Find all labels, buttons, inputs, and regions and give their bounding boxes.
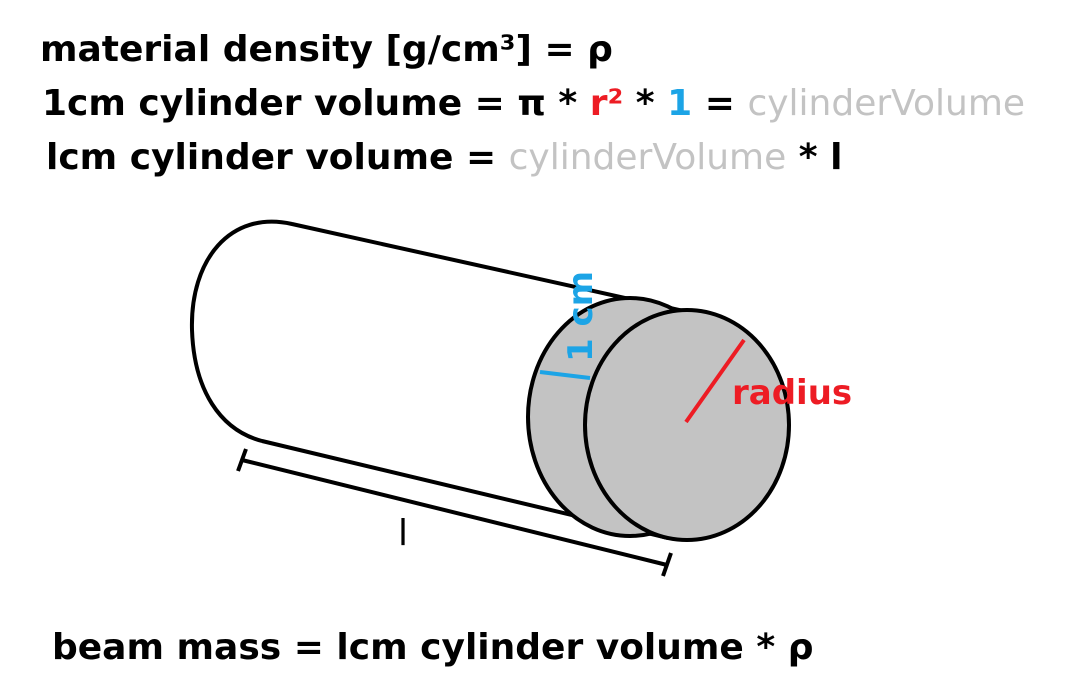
radius-label: radius [732, 373, 853, 413]
l-cm-volume-prefix: lcm cylinder volume = [46, 137, 509, 178]
beam-mass-text: beam mass = lcm cylinder volume * ρ [52, 627, 814, 668]
times-operator: * [623, 83, 668, 124]
r-squared-term: r² [589, 83, 624, 124]
density-equation-text: material density [g/cm³] = ρ [40, 29, 613, 70]
equals-operator: = [692, 83, 748, 124]
one-cm-volume-prefix: 1cm cylinder volume = π * [42, 83, 590, 124]
cylinder-volume-variable: cylinderVolume [508, 137, 787, 178]
one-cm-label: 1 cm [561, 270, 601, 362]
one-term: 1 [667, 83, 693, 124]
length-label: l [398, 513, 409, 554]
l-cm-volume-suffix: * l [786, 137, 843, 178]
cylinder-end-face [585, 310, 789, 540]
cylinder-volume-result: cylinderVolume [747, 83, 1026, 124]
